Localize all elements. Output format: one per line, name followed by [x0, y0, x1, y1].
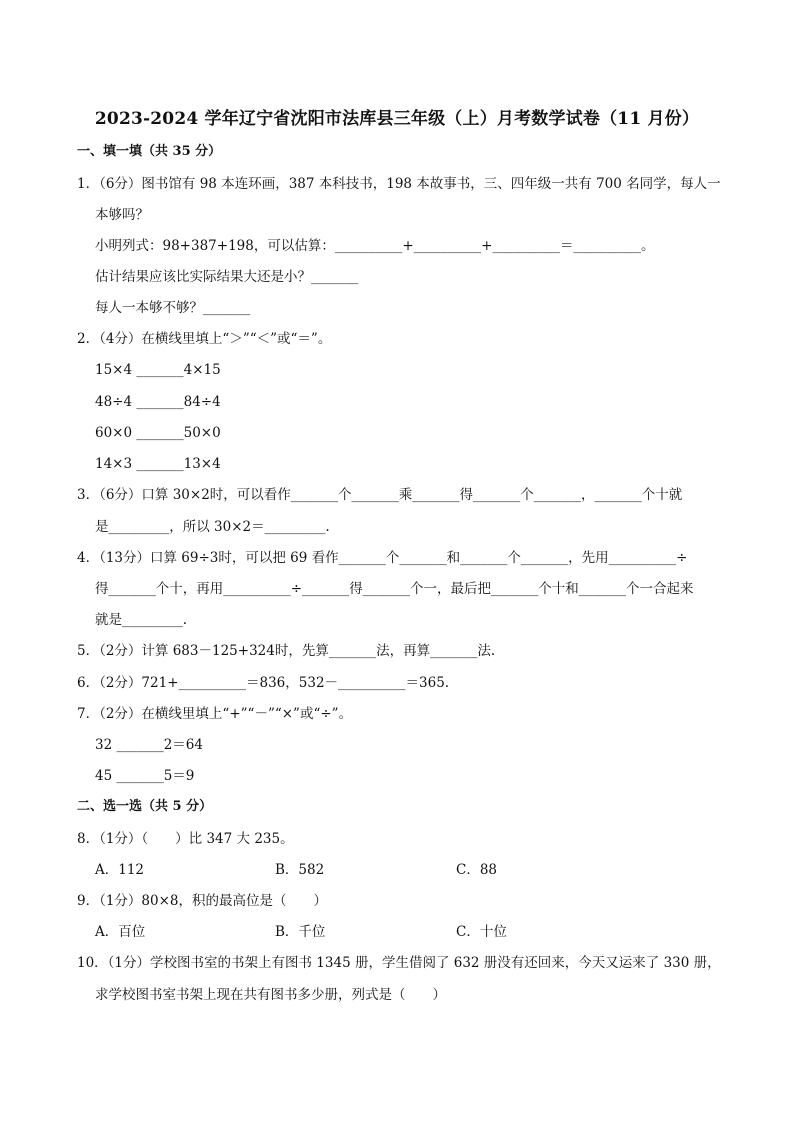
question-3-text: 3．（6分）口算 30×2时，可以看作_______个_______乘_______得_______个_______，_______个十就 [77, 487, 683, 503]
question-8-option-a: A．112 [95, 862, 145, 878]
question-1-text-cont: 本够吗？ [95, 207, 149, 223]
question-5-text: 5．（2分）计算 683－125+324时，先算_______法，再算_______法. [77, 643, 496, 659]
question-7-item: 32 _______2＝64 [95, 737, 203, 753]
question-1-estimate: 小明列式：98+387+198，可以估算：__________+__________+__________＝__________。 [95, 238, 655, 254]
question-7-item: 45 _______5＝9 [95, 768, 195, 784]
question-2-item: 14×3 _______13×4 [95, 456, 221, 472]
question-9-text: 9．（1分）80×8，积的最高位是（ ） [77, 893, 328, 909]
question-4-text-cont: 得_______个十，再用__________÷_______得_______个一，最后把_______个十和_______个一合起来 [95, 581, 694, 597]
section-heading-choice: 二、选一选（共 5 分） [77, 799, 213, 814]
question-10-text: 10．（1分）学校图书室的书架上有图书 1345 册，学生借阅了 632 册没有还回来，今天又运来了 330 册， [77, 955, 721, 971]
question-3-text-cont: 是_________，所以 30×2＝_________. [95, 519, 330, 535]
question-9-option-b: B．千位 [275, 924, 326, 940]
question-2-item: 60×0 _______50×0 [95, 425, 221, 441]
section-heading-fill-in: 一、填一填（共 35 分） [77, 144, 222, 159]
question-2-item: 15×4 _______4×15 [95, 362, 221, 378]
exam-title: 2023-2024 学年辽宁省沈阳市法库县三年级（上）月考数学试卷（11 月份） [94, 109, 700, 129]
question-9-option-c: C．十位 [456, 924, 507, 940]
question-1-enough: 每人一本够不够？_______ [95, 300, 251, 316]
question-2-text: 2．（4分）在横线里填上“＞”“＜”或“＝”。 [77, 331, 332, 347]
question-1-compare: 估计结果应该比实际结果大还是小？_______ [95, 269, 359, 285]
question-10-text-cont: 求学校图书室书架上现在共有图书多少册，列式是（ ） [95, 987, 446, 1003]
question-4-text: 4．（13分）口算 69÷3时，可以把 69 看作_______个_______和_______个_______，先用__________÷ [77, 550, 688, 566]
question-8-option-b: B．582 [275, 862, 325, 878]
question-4-text-end: 就是_________. [95, 612, 188, 628]
question-9-option-a: A．百位 [95, 924, 146, 940]
question-8-text: 8．（1分）（ ）比 347 大 235。 [77, 831, 294, 847]
question-8-option-c: C．88 [456, 862, 498, 878]
question-2-item: 48÷4 _______84÷4 [95, 394, 221, 410]
question-6-text: 6．（2分）721+__________＝836，532－__________＝365. [77, 675, 450, 691]
question-1-text: 1．（6分）图书馆有 98 本连环画，387 本科技书，198 本故事书，三、四年级一共有 700 名同学，每人一 [77, 176, 721, 192]
question-7-text: 7．（2分）在横线里填上“+”“－”“×”或“÷”。 [77, 706, 353, 722]
